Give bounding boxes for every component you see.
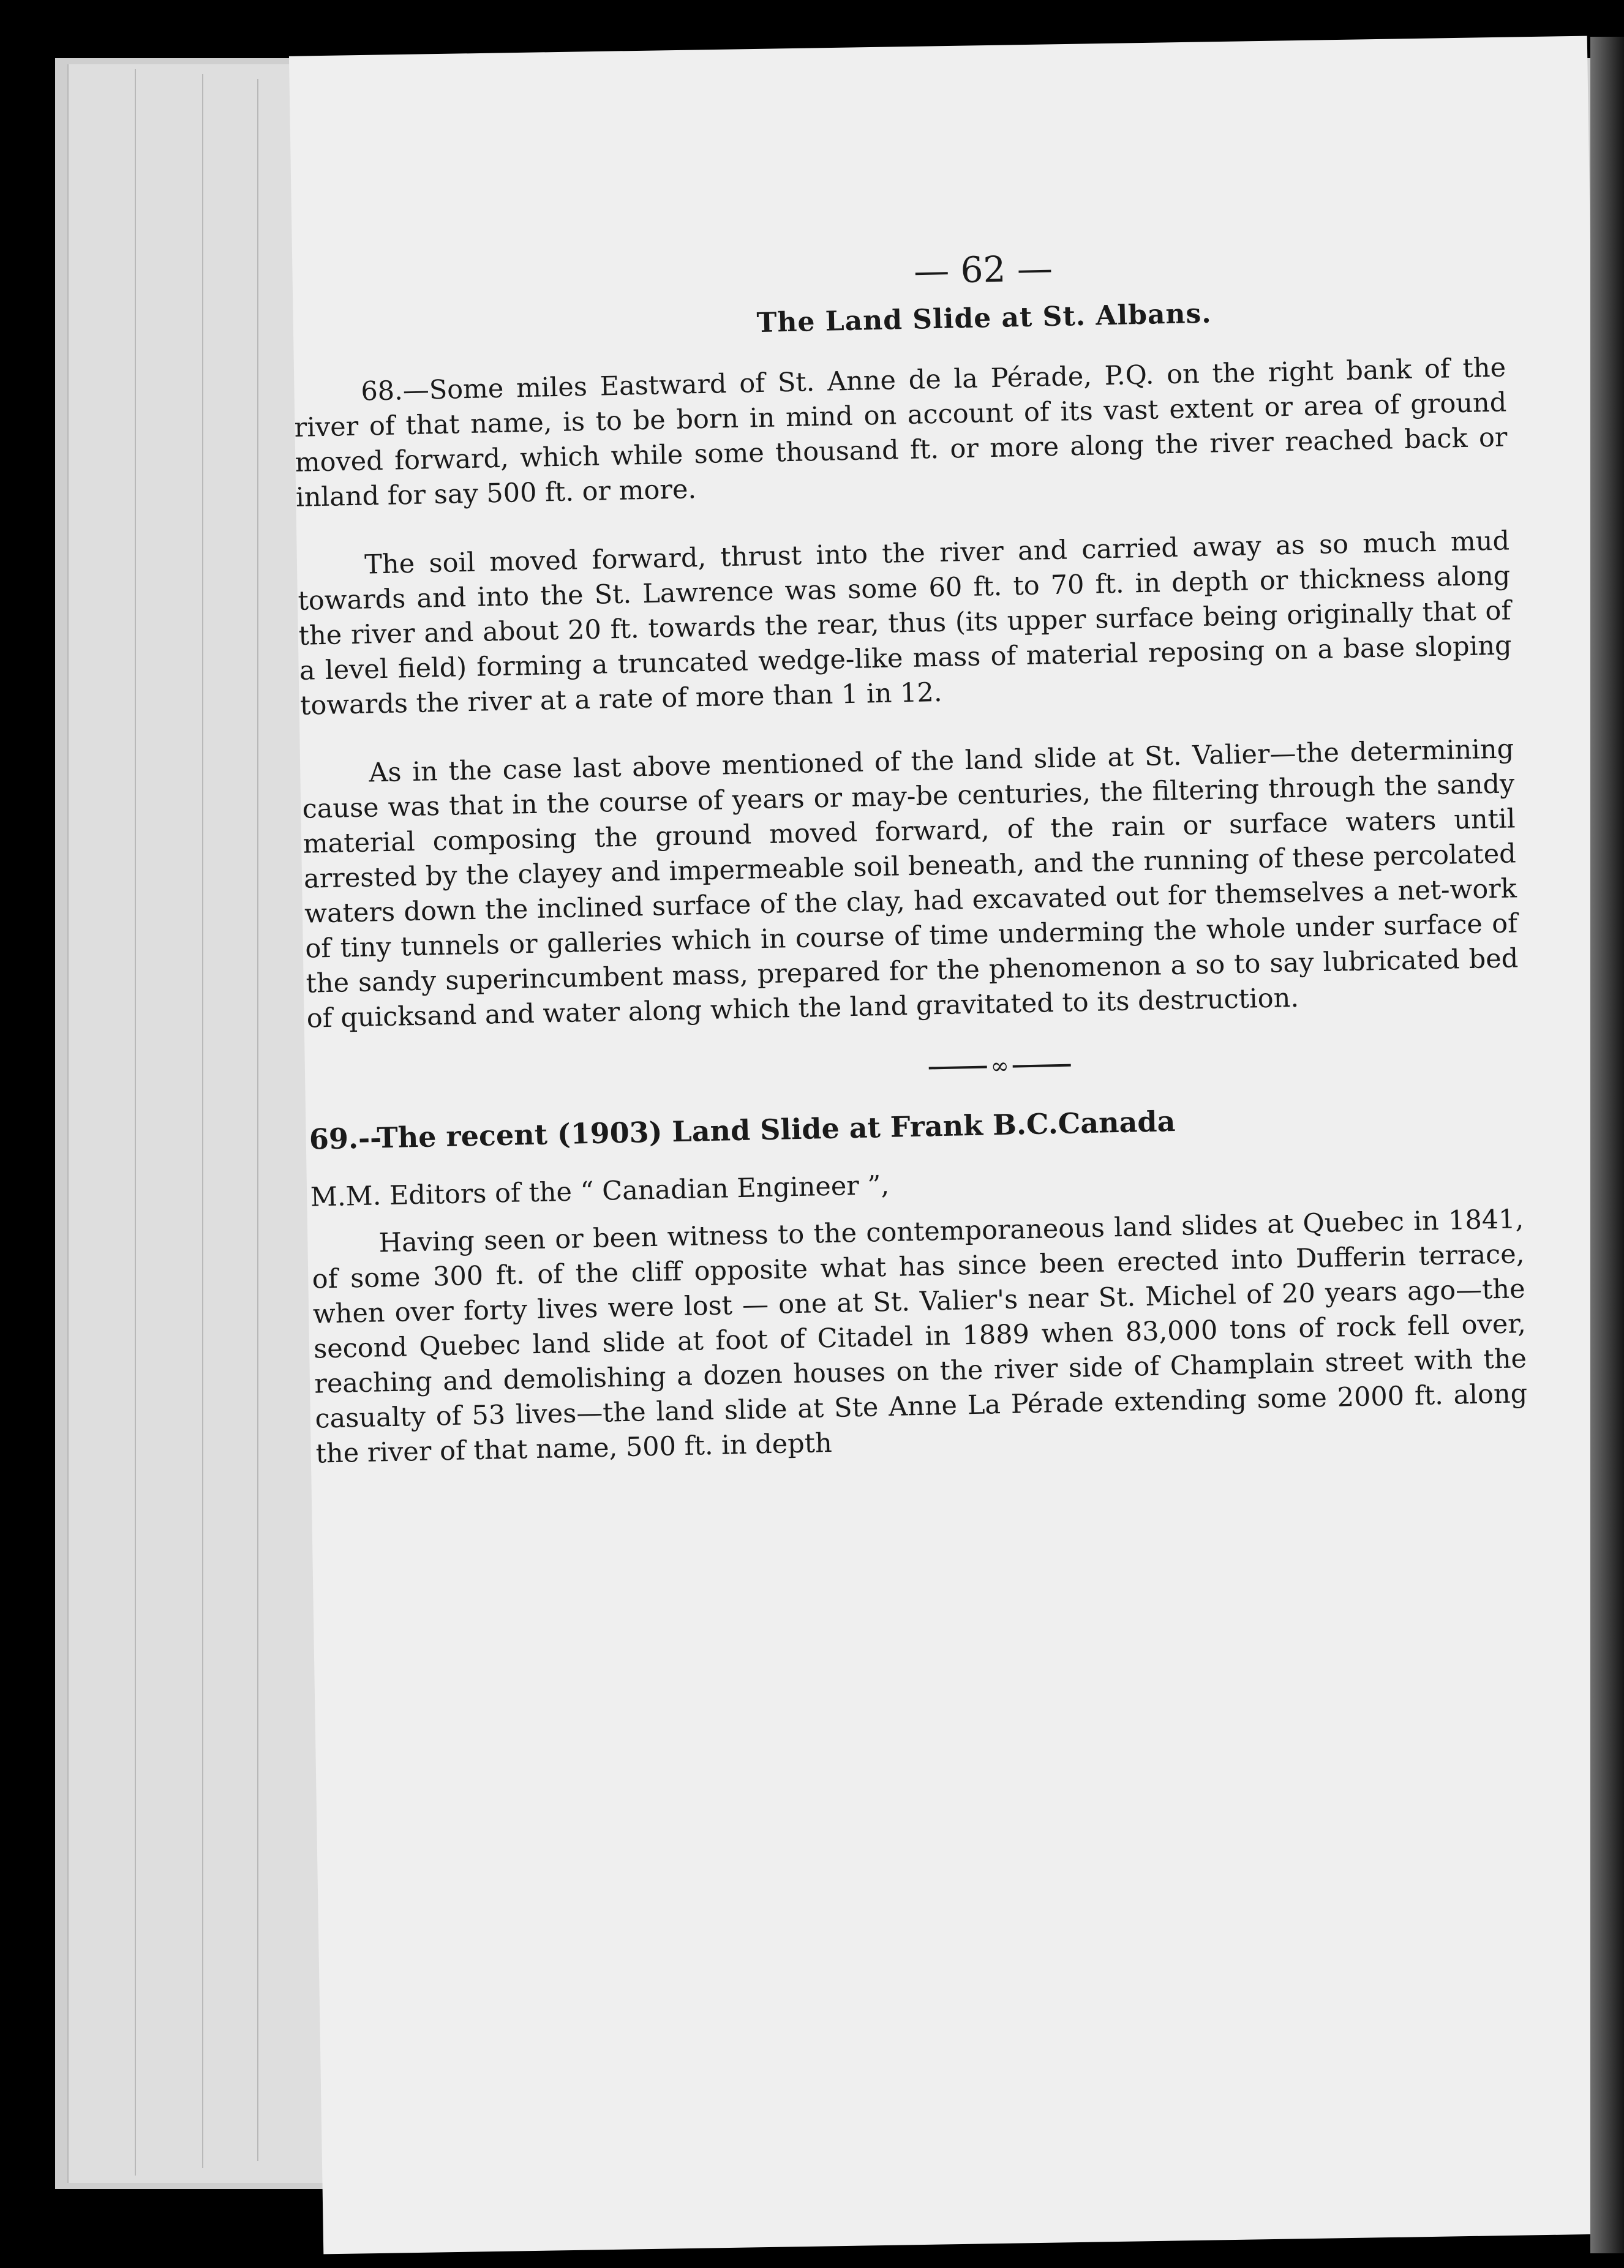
divider-line-right xyxy=(1013,1064,1071,1068)
divider-ornament: ∞ xyxy=(990,1053,1010,1080)
page-content xyxy=(291,238,1529,1506)
paragraph-cause: As in the case last above mentioned of the land slide at St. Valier—the determining cause was that in the course of years or may-be centuries, the filtering through the sandy material composing the ground moved forward, of the rain or surface waters until arrested by the clayey and impermeable soil beneath, and the running of these percolated waters down the inclined surface of the clay, had excavated out for themselves a net-work of tiny tunnels or galleries which in course of time underming the whole under surface of the sandy superincumbent mass, prepared for the phenomenon a so to say lubricated bed of quicksand and water along which the land gravitated to its destruction. xyxy=(302,734,1519,1034)
section-title-frank-slide: 69.--The recent (1903) Land Slide at Frank B.C.Canada xyxy=(309,1105,1176,1156)
paragraph-69: Having seen or been witness to the contemporaneous land slides at Quebec in 1841, of some 300 ft. of the cliff opposite what has since been erected into Dufferin terrace, when over forty lives were lost — one at St. Valier's near St. Michel of 20 years ago—the second Quebec land slide at foot of Citadel in 1889 when 83,000 tons of rock fell over, reaching and demolishing a dozen houses on the river side of Champlain street with the casualty of 53 lives—the land slide at Ste Anne La Pérade extending some 2000 ft. along the river of that name, 500 ft. in depth xyxy=(312,1204,1528,1470)
binding-shadow xyxy=(1590,37,1624,2253)
paragraph-soil: The soil moved forward, thrust into the river and carried away as so much mud towards and into the St. Lawrence was some 60 ft. to 70 ft. in depth or thickness along the river and about 20 ft. towards the rear, thus (its upper surface being originally that of a level field) forming a truncated wedge-like mass of material reposing on a base sloping towards the river at a rate of more than 1 in 12. xyxy=(298,525,1513,721)
section-divider xyxy=(308,1045,1521,1092)
section-title-st-albans: The Land Slide at St. Albans. xyxy=(756,298,1212,339)
paragraph-68: 68.—Some miles Eastward of St. Anne de la Pérade, P.Q. on the right bank of the river of that name, is to be born in mind on account of its vast extent or area of ground moved forward, which while some thousand ft. or more along the river reached back or inland for say 500 ft. or more. xyxy=(294,352,1508,513)
letter-salutation: M.M. Editors of the “ Canadian Engineer ”, xyxy=(310,1170,890,1213)
divider-line-left xyxy=(929,1065,987,1069)
page-number: — 62 — xyxy=(913,247,1053,292)
